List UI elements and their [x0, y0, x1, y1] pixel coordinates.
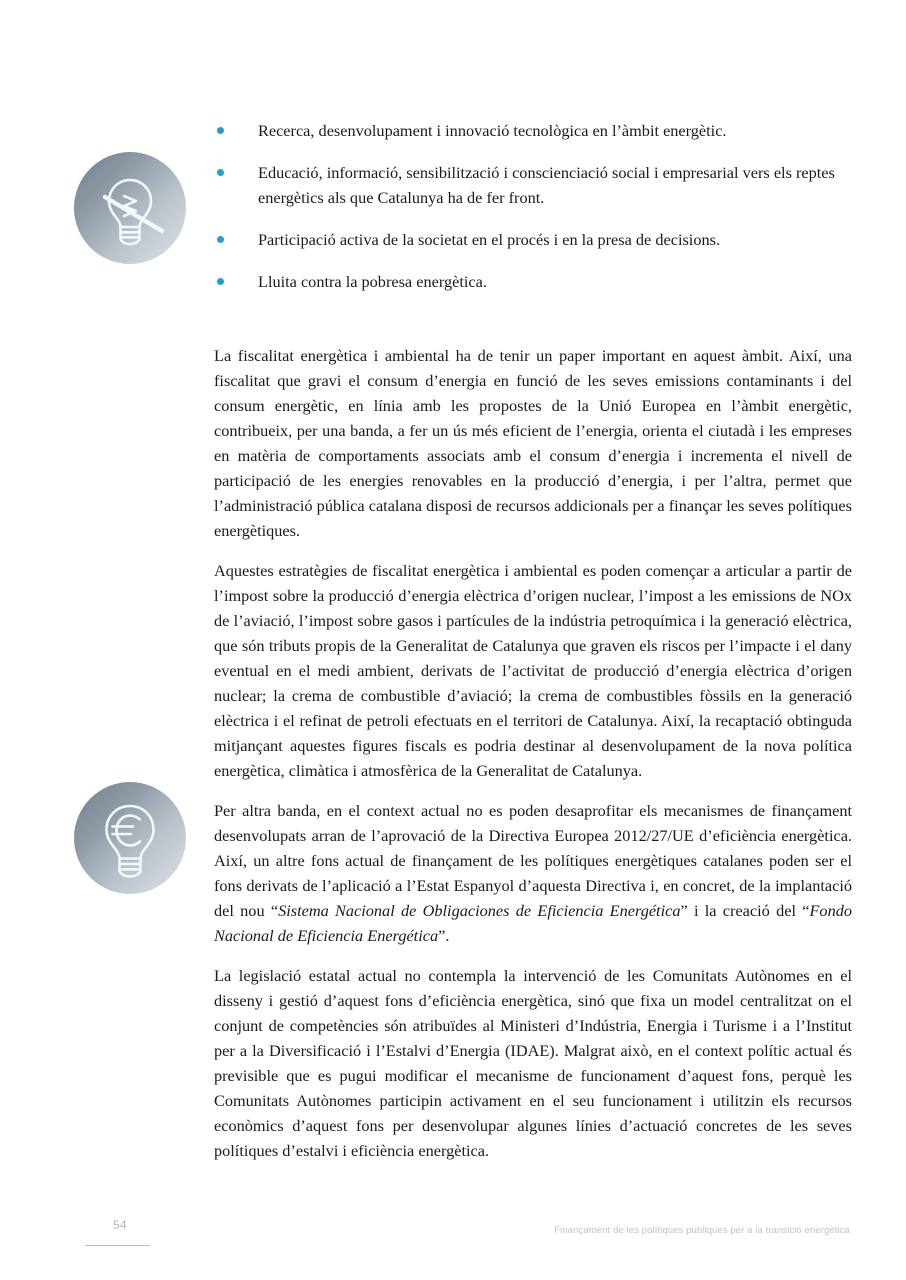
- paragraph-legislacio: La legislació estatal actual no contempla la intervenció de les Comunitats Autònomes en el disseny i gestió d’aquest fons d’eficiència energètica, sinó que fixa un model centralitzat on el conjunt de competències són atribuïdes al Ministeri d’Indústria, Energia i Turisme i a l’Institut per a la Diversificació i l’Estalvi d’Energia (IDAE). Malgrat això, en el context polític actual és previsible que es pugui modificar el mecanisme de funcionament d’aquest fons, perquè les Comunitats Autònomes participin activament en el seu funcionament i utilitzin els recursos econòmics d’aquest fons per desenvolupar algunes línies d’actuació concretes de les seves polítiques d’estalvi i eficiència energètica.: [214, 966, 852, 1160]
- list-item-text: Lluita contra la pobresa energètica.: [258, 272, 487, 291]
- list-item-text: Educació, informació, sensibilització i conscienciació social i empresarial vers els reptes energètics als que Catalunya ha de fer front.: [258, 163, 835, 207]
- title-sistema-nacional-obligaciones: Sistema Nacional de Obligaciones de Eficiencia Energética: [278, 901, 681, 920]
- paragraph-directiva-text-1: Per altra banda, en el context actual no es poden desaprofitar els mecanismes de finançament desenvolupats arran de l’aprovació de la Directiva Europea 2012/27/UE d’eficiència energètica. Així, un altre fons actual de finançament de les polítiques energètiques catalanes poden ser el fons derivats de l’aplicació a l’Estat Espanyol d’aquesta Directiva i, en concret, de la implantació del nou “: [214, 801, 852, 920]
- lightbulb-crossed-out-icon: [74, 152, 186, 264]
- title-fondo-nacional-eficiencia: Fondo Nacional de Eficiencia Energética: [214, 901, 852, 945]
- list-item: [214, 227, 852, 252]
- paragraph-directiva: [214, 798, 852, 948]
- bullet-dot-icon: [217, 127, 224, 134]
- list-item-text: Recerca, desenvolupament i innovació tecnològica en l’àmbit energètic.: [258, 121, 727, 140]
- page-number: 54: [113, 1218, 127, 1232]
- paragraph-estrategies: Aquestes estratègies de fiscalitat energètica i ambiental es poden començar a articular a partir de l’impost sobre la producció d’energia elèctrica d’origen nuclear, l’impost a les emissions de NOx de l’aviació, l’impost sobre gasos i partícules de la indústria petroquímica i la generació elèctrica, que són tributs propis de la Generalitat de Catalunya que graven els riscos per l’impacte i el dany eventual en el medi ambient, derivats de l’activitat de producció d’energia elèctrica d’origen nuclear; la crema de combustible d’aviació; la crema de combustibles fòssils en la generació elèctrica i el refinat de petroli efectuats en el territori de Catalunya. Així, la recaptació obtinguda mitjançant aquestes figures fiscals es podria destinar al desenvolupament de la nova política energètica, climàtica i atmosfèrica de la Generalitat de Catalunya.: [214, 561, 852, 780]
- body-text-block: [214, 343, 852, 1163]
- list-item: [214, 160, 852, 210]
- list-item-text: Participació activa de la societat en el procés i en la presa de decisions.: [258, 230, 721, 249]
- paragraph-directiva-text-2: ” i la creació del “: [680, 901, 810, 920]
- bullet-list: [214, 118, 852, 294]
- list-item: [214, 118, 852, 143]
- page-number-rule: [85, 1245, 150, 1246]
- bullet-dot-icon: [217, 278, 224, 285]
- lightbulb-euro-icon: [74, 782, 186, 894]
- bullet-dot-icon: [217, 236, 224, 243]
- bullet-dot-icon: [217, 169, 224, 176]
- paragraph-directiva-text-3: ”.: [438, 926, 450, 945]
- list-item: [214, 269, 852, 294]
- content-column: [214, 118, 852, 1163]
- footer-note: Finançament de les polítiques públiques per a la transició energètica: [554, 1225, 850, 1236]
- paragraph-fiscalitat: La fiscalitat energètica i ambiental ha de tenir un paper important en aquest àmbit. Així, una fiscalitat que gravi el consum d’energia en funció de les seves emissions contaminants i del consum energètic, en línia amb les propostes de la Unió Europea en l’àmbit energètic, contribueix, per una banda, a fer un ús més eficient de l’energia, orienta el ciutadà i les empreses en matèria de comportaments associats amb el consum d’energia i incrementa el nivell de participació de les energies renovables en la producció d’energia, i per l’altra, permet que l’administració pública catalana disposi de recursos addicionals per a finançar les seves polítiques energètiques.: [214, 346, 852, 540]
